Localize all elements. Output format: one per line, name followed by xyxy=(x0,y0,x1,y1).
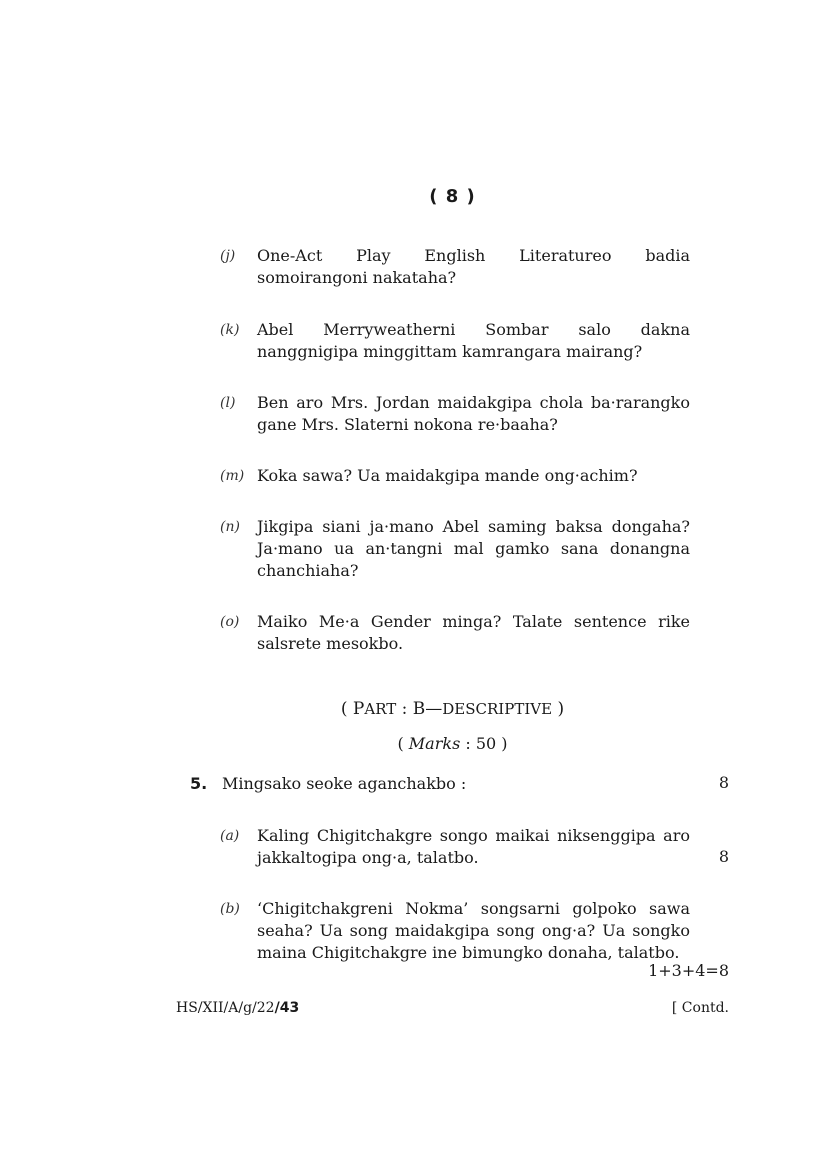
question-label: (o) xyxy=(220,614,240,630)
part-b-marks: ( Marks : 50 ) xyxy=(397,734,508,753)
part-b-heading: ( PART : B—DESCRIPTIVE ) xyxy=(340,699,565,719)
contd-label: [ Contd. xyxy=(671,1000,729,1016)
question-o xyxy=(220,611,690,655)
paper-code: HS/XII/A/g/22/43 xyxy=(176,1000,300,1016)
question-5 xyxy=(190,773,730,795)
question-n xyxy=(220,516,690,582)
question-text: Ben aro Mrs. Jordan maidakgipa chola ba·rarangko gane Mrs. Slaterni nokona re·baaha? xyxy=(257,393,690,434)
question-5a-marks: 8 xyxy=(718,847,729,866)
question-label: (l) xyxy=(220,395,236,411)
question-text: Koka sawa? Ua maidakgipa mande ong·achim? xyxy=(257,466,638,485)
page-number: ( 8 ) xyxy=(429,186,476,207)
question-text: Jikgipa siani ja·mano Abel saming baksa dongaha? Ja·mano ua an·tangni mal gamko sana donangna chanchiaha? xyxy=(257,517,690,580)
question-label: (n) xyxy=(220,519,240,535)
question-label: (m) xyxy=(220,468,245,484)
question-label: (k) xyxy=(220,322,240,338)
question-5a xyxy=(220,825,690,869)
question-j xyxy=(220,245,690,289)
question-label: (j) xyxy=(220,248,236,264)
question-k xyxy=(220,319,690,363)
question-label: (a) xyxy=(220,828,240,844)
question-text: Kaling Chigitchakgre songo maikai niksenggipa aro jakkaltogipa ong·a, talatbo. xyxy=(257,826,690,867)
question-label: (b) xyxy=(220,901,240,917)
question-5b xyxy=(220,898,690,964)
question-m xyxy=(220,465,690,487)
question-text: Mingsako seoke aganchakbo : xyxy=(222,774,467,793)
question-l xyxy=(220,392,690,436)
question-text: ‘Chigitchakgreni Nokma’ songsarni golpoko sawa seaha? Ua song maidakgipa song ong·a? Ua songko maina Chigitchakgre ine bimungko donaha, talatbo. xyxy=(257,899,690,962)
question-number: 5. xyxy=(190,774,208,793)
question-text: Abel Merryweatherni Sombar salo dakna nanggnigipa minggittam kamrangara mairang? xyxy=(257,320,690,361)
question-5b-marks: 1+3+4=8 xyxy=(648,961,729,980)
question-5-marks: 8 xyxy=(718,773,729,792)
question-text: One-Act Play English Literatureo badia somoirangoni nakataha? xyxy=(257,246,690,287)
question-text: Maiko Me·a Gender minga? Talate sentence rike salsrete mesokbo. xyxy=(257,612,690,653)
